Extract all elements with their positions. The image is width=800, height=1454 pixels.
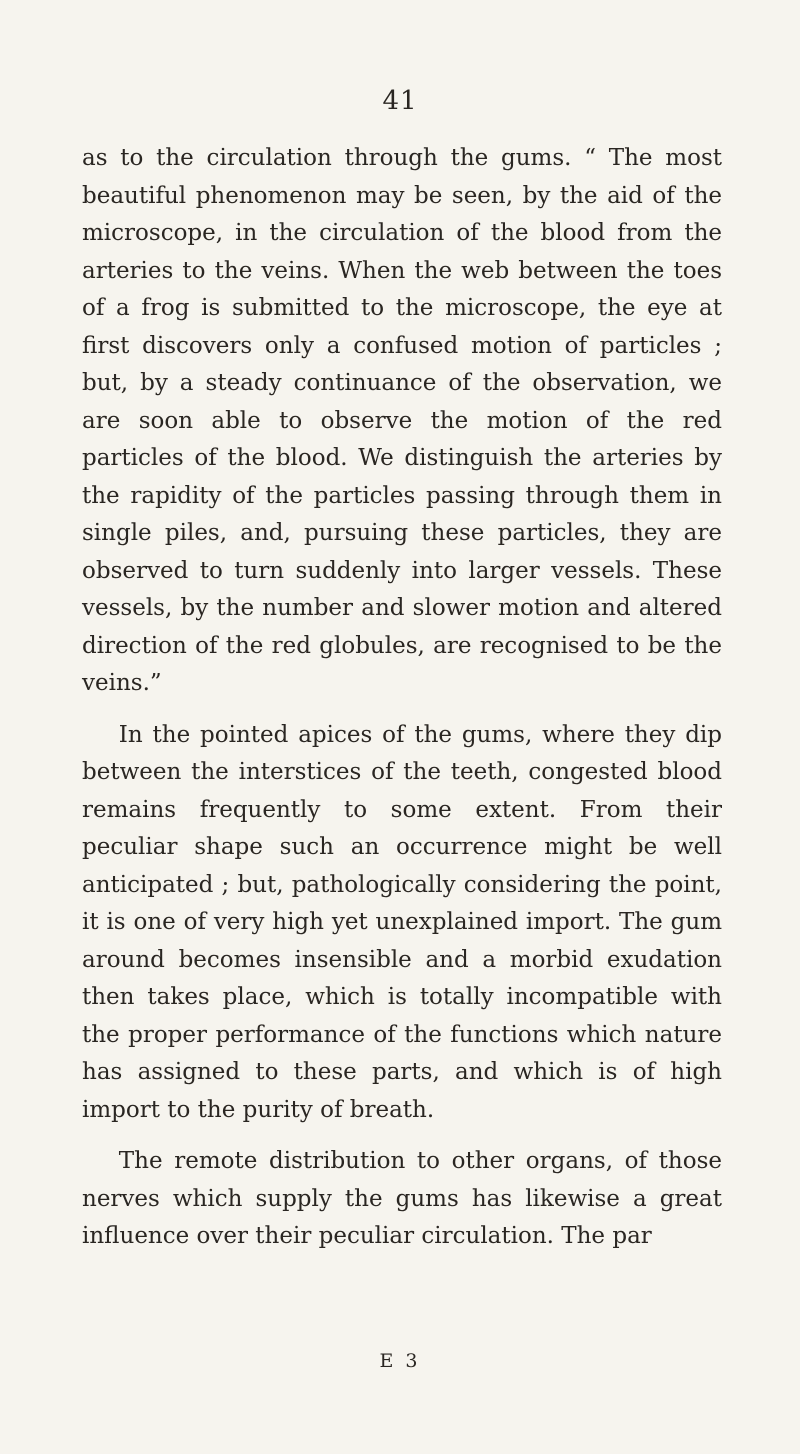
signature-mark: E 3 [379, 1350, 421, 1372]
body-text [82, 140, 722, 1256]
paragraph-gum-apices: In the pointed apices of the gums, where they dip between the interstices of the teeth, congested blood remains frequently to some extent. From their peculiar shape such an occurrence might be well anticipated ; but, pathologically considering the point, it is one of very high yet unexplained import. The gum around becomes insensible and a morbid exudation then takes place, which is totally incompatible with the proper performance of the functions which nature has assigned to these parts, and which is of high import to the purity of breath. [82, 721, 722, 1123]
paragraph-nerve-distribution: The remote distribution to other organs, of those nerves which supply the gums has likewise a great influence over their peculiar circulation. The par [82, 1148, 722, 1249]
paragraph-circulation-quote: as to the circulation through the gums. “ The most beautiful phenomenon may be seen, by the aid of the microscope, in the circulation of the blood from the arteries to the veins. When the web between the toes of a frog is submitted to the microscope, the eye at first discovers only a confused motion of particles ; but, by a steady continuance of the observation, we are soon able to observe the motion of the red particles of the blood. We distinguish the arteries by the rapidity of the particles passing through them in single piles, and, pursuing these particles, they are observed to turn suddenly into larger vessels. These vessels, by the number and slower motion and altered direction of the red globules, are recognised to be the veins.” [82, 145, 722, 696]
page-number: 41 [382, 86, 418, 116]
